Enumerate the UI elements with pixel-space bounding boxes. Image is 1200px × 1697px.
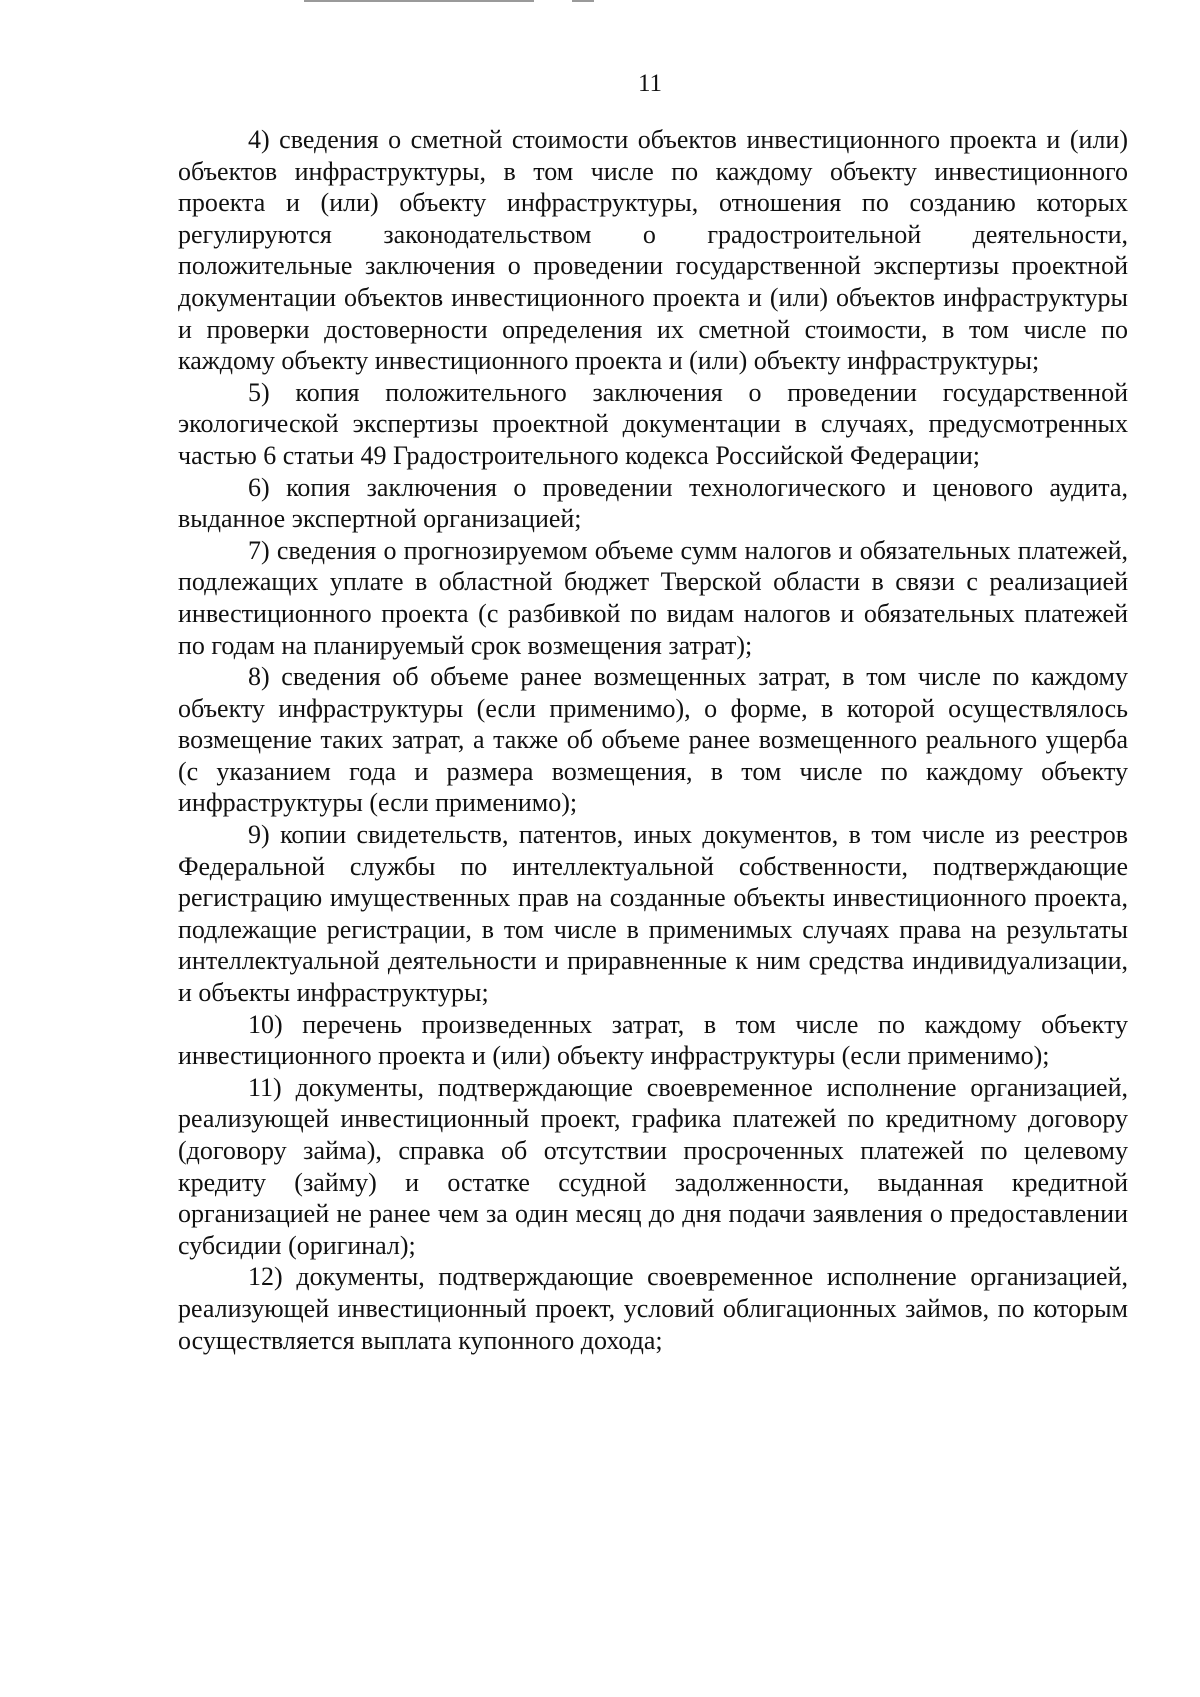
- paragraph-item-10: 10) перечень произведенных затрат, в том числе по каждому объекту инвестиционного проекта и (или) объекту инфраструктуры (если применимо);: [178, 1009, 1128, 1071]
- scan-artifact-line: [304, 0, 534, 2]
- paragraph-item-9: 9) копии свидетельств, патентов, иных документов, в том числе из реестров Федеральной службы по интеллектуальной собственности, подтверждающие регистрацию имущественных прав на созданные объекты инвестиционного проекта, подлежащие регистрации, в том числе в применимых случаях права на результаты интеллектуальной деятельности и приравненные к ним средства индивидуализации, и объекты инфраструктуры;: [178, 820, 1128, 1008]
- document-body: [178, 124, 1128, 1356]
- paragraph-item-8: 8) сведения об объеме ранее возмещенных затрат, в том числе по каждому объекту инфраструктуры (если применимо), о форме, в которой осуществлялось возмещение таких затрат, а также об объеме ранее возмещенного реального ущерба (с указанием года и размера возмещения, в том числе по каждому объекту инфраструктуры (если применимо);: [178, 662, 1128, 818]
- paragraph-item-12: 12) документы, подтверждающие своевременное исполнение организацией, реализующей инвестиционный проект, условий облигационных займов, по которым осуществляется выплата купонного дохода;: [178, 1262, 1128, 1355]
- paragraph-item-6: 6) копия заключения о проведении технологического и ценового аудита, выданное экспертной организацией;: [178, 472, 1128, 534]
- page-number: 11: [637, 70, 663, 97]
- paragraph-item-5: 5) копия положительного заключения о проведении государственной экологической экспертизы проектной документации в случаях, предусмотренных частью 6 статьи 49 Градостроительного кодекса Российской Федерации;: [178, 377, 1128, 470]
- scan-artifact-line: [572, 0, 594, 2]
- paragraph-item-7: 7) сведения о прогнозируемом объеме сумм налогов и обязательных платежей, подлежащих уплате в областной бюджет Тверской области в связи с реализацией инвестиционного проекта (с разбивкой по видам налогов и обязательных платежей по годам на планируемый срок возмещения затрат);: [178, 535, 1128, 660]
- paragraph-item-11: 11) документы, подтверждающие своевременное исполнение организацией, реализующей инвестиционный проект, графика платежей по кредитному договору (договору займа), справка об отсутствии просроченных платежей по целевому кредиту (займу) и остатке ссудной задолженности, выданная кредитной организацией не ранее чем за один месяц до дня подачи заявления о предоставлении субсидии (оригинал);: [178, 1072, 1128, 1260]
- paragraph-item-4: 4) сведения о сметной стоимости объектов инвестиционного проекта и (или) объектов инфраструктуры, в том числе по каждому объекту инвестиционного проекта и (или) объекту инфраструктуры, отношения по созданию которых регулируются законодательством о градостроительной деятельности, положительные заключения о проведении государственной экспертизы проектной документации объектов инвестиционного проекта и (или) объектов инфраструктуры и проверки достоверности определения их сметной стоимости, в том числе по каждому объекту инвестиционного проекта и (или) объекту инфраструктуры;: [178, 125, 1128, 376]
